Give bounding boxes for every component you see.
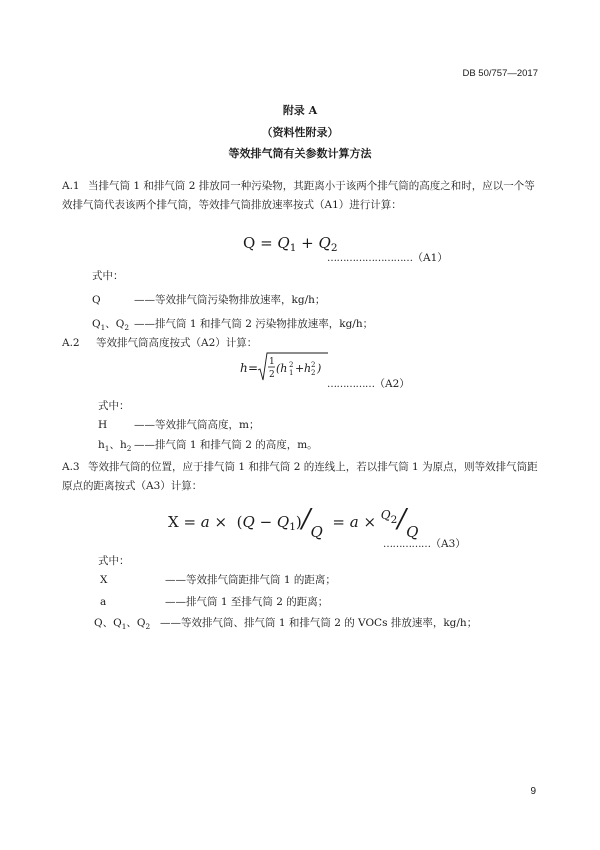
a2-where-label: 式中： (98, 400, 130, 412)
a3-def-desc-x: ——等效排气筒距排气筒 1 的距离； (165, 574, 336, 586)
svg-text:2: 2 (269, 370, 275, 380)
appendix-subtitle: （资料性附录） (261, 126, 339, 139)
formula-a3: $X = a \times (Q - Q_1)/Q = a \times ^Q_2/Q$ (168, 504, 419, 541)
standard-number: DB 50/757—2017 (462, 68, 538, 79)
a1-where-label: 式中： (92, 270, 124, 282)
a2-def-term-h1h2: $h_1$、$h_2$ (98, 439, 132, 453)
formula-a3-label: ……………（A3） (383, 538, 466, 550)
formula-a2 (240, 350, 330, 390)
appendix-heading: 等效排气筒有关参数计算方法 (228, 147, 372, 160)
a1-def-desc-q: ——等效排气筒污染物排放速率，kg/h； (134, 294, 326, 306)
svg-text:2: 2 (311, 369, 316, 377)
a3-def-term-x: X (100, 574, 108, 586)
a3-def-term-a: a (100, 596, 107, 608)
svg-text:): ) (317, 362, 322, 375)
clause-a1-number: A.1 (62, 180, 80, 192)
formula-a2-label: ……………（A2） (327, 378, 410, 390)
a3-def-desc-a: ——排气筒 1 至排气筒 2 的距离； (165, 596, 329, 608)
svg-text:1: 1 (269, 357, 275, 367)
svg-text:(h: (h (276, 362, 288, 375)
clause-a2-number: A.2 (62, 337, 80, 349)
a3-def-desc-qq1q2: ——等效排气筒、排气筒 1 和排气筒 2 的 VOCs 排放速率，kg/h； (160, 617, 478, 629)
a2-def-desc-h: ——等效排气筒高度，m； (134, 419, 260, 431)
clause-a1-text-line1: 当排气筒 1 和排气筒 2 排放同一种污染物，其距离小于该两个排气筒的高度之和时，应以一个等 (88, 180, 535, 192)
svg-text:1: 1 (289, 369, 294, 377)
page-number: 9 (530, 786, 536, 797)
clause-a2-text: 等效排气筒高度按式（A2）计算： (96, 337, 258, 349)
a1-def-term-q1q2: $Q_1$、$Q_2$ (92, 318, 130, 332)
a3-where-label: 式中： (98, 555, 130, 567)
svg-text:h: h (304, 362, 312, 375)
a2-def-term-h: H (98, 419, 108, 431)
svg-text:=: = (248, 361, 259, 375)
a3-def-term-qq1q2: Q、$Q_1$、$Q_2$ (94, 617, 151, 631)
svg-text:+: + (295, 362, 305, 375)
clause-a1-text-line2: 效排气筒代表该两个排气筒，等效排气筒排放速率按式（A1）进行计算： (62, 199, 402, 211)
formula-a1: $Q = Q_1 + Q_2$ (243, 234, 338, 254)
a1-def-desc-q1q2: ——排气筒 1 和排气筒 2 污染物排放速率，kg/h； (134, 318, 374, 330)
a2-def-desc-h1h2: ——排气筒 1 和排气筒 2 的高度，m。 (134, 439, 318, 451)
clause-a3-text-line1: 等效排气筒的位置，应于排气筒 1 和排气筒 2 的连线上，若以排气筒 1 为原点，则等效排气筒距 (88, 461, 538, 473)
svg-text:2: 2 (289, 361, 294, 369)
svg-text:h: h (240, 361, 248, 375)
clause-a3-number: A.3 (62, 461, 80, 473)
svg-text:2: 2 (311, 361, 316, 369)
a1-def-term-q: Q (92, 294, 101, 306)
formula-a2-graphic (240, 350, 330, 386)
formula-a1-label: ………………………（A1） (327, 252, 448, 264)
appendix-title: 附录 A (282, 104, 318, 117)
clause-a3-text-line2: 原点的距离按式（A3）计算： (62, 480, 203, 492)
